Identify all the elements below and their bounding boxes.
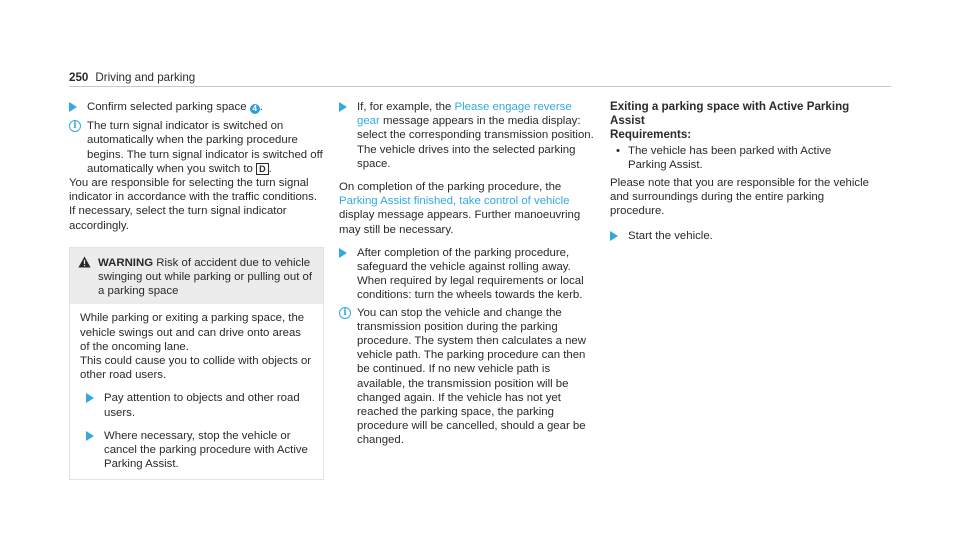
display-message-parking-finished: Parking Assist finished, take control of vehicle [339,195,570,208]
warning-triangle-icon [78,256,91,268]
warning-body-text-2: This could cause you to collide with objects or other road users. [80,355,312,382]
column-1 [69,100,324,480]
step-arrow-icon [86,393,94,403]
column-3 [610,100,870,243]
section-title: Driving and parking [95,71,196,84]
step-arrow-icon [610,231,618,241]
note-stop-vehicle [339,306,597,448]
info-icon: i [339,307,351,319]
warning-title: Risk of accident due to vehicle swinging out while parking or pulling out of a parking space [98,256,313,298]
page-header [69,71,195,85]
completion-paragraph [339,180,597,237]
gear-d-key-icon: D [256,163,269,175]
completion-text-cont: display message appears. Further manoeuvring may still be necessary. [339,209,581,236]
requirement-item [610,144,870,172]
step-text: After completion of the parking procedure, safeguard the vehicle against rolling away. When required by legal requirements or local conditions: turn the wheels towards the kerb. [357,246,584,302]
responsibility-paragraph: You are responsible for selecting the turn signal indicator in accordance with the traffic conditions. If necessary, select the turn signal indicator accordingly. [69,177,317,232]
warning-step-1 [80,391,313,419]
column-2 [339,100,597,448]
section-heading: Exiting a parking space with Active Parking Assist [610,100,850,128]
responsibility-note: Please note that you are responsible for the vehicle and surroundings during the entire parking procedure. [610,177,869,218]
step-arrow-icon [69,102,77,112]
step-engage-reverse [339,100,597,171]
step-start-vehicle [610,229,870,243]
completion-text: On completion of the parking procedure, the [339,181,562,194]
page-number: 250 [69,71,89,84]
step-arrow-icon [86,431,94,441]
bullet-icon: • [616,144,620,157]
step-text-cont: message appears in the media display: select the corresponding transmission position. [357,115,594,142]
step-confirm-parking-space: Confirm selected parking space 4 . [69,100,324,114]
step-arrow-icon [339,102,347,112]
warning-header [70,248,323,305]
warning-body [70,304,323,479]
step-text: Pay attention to objects and other road users. [104,392,300,419]
info-icon: i [69,120,81,132]
callout-badge-icon: 4 [250,104,260,114]
step-result-text: The vehicle drives into the selected parking space. [357,143,576,170]
step-text: Confirm selected parking space [87,101,247,113]
warning-body-text-1: While parking or exiting a parking space, the vehicle swings out and can drive onto areas of the oncoming lane. [80,312,305,353]
step-text: If, for example, the [357,101,452,113]
note-text: The turn signal indicator is switched on automatically when the parking procedure begins. The turn signal indicator is switched off automatically when you switch to [87,120,323,175]
display-message-reverse-gear: Please engage reverse gear [357,101,572,128]
warning-step-2 [80,429,313,472]
step-safeguard-vehicle [339,246,597,303]
step-text: Start the vehicle. [628,229,713,242]
note-text: You can stop the vehicle and change the transmission position during the parking procedure. The system then calculates a new vehicle path. The parking procedure can then be continued. If no new vehicle path is available, the transmission position will be changed again. If the vehicle has not yet reached the parking space, the parking procedure will be cancelled, should a gear be changed. [357,306,586,447]
warning-box [69,247,324,481]
note-turn-signal: i The turn signal indicator is switched on automatically when the parking procedure begins. The turn signal indicator is switched off automatically when you switch to D . [69,119,324,176]
step-arrow-icon [339,248,347,258]
requirements-label: Requirements: [610,128,692,142]
header-divider [69,86,891,87]
requirement-text: The vehicle has been parked with Active Parking Assist. [628,144,832,171]
step-text: Where necessary, stop the vehicle or cancel the parking procedure with Active Parking Assist. [104,429,308,471]
warning-label: WARNING [98,256,154,269]
